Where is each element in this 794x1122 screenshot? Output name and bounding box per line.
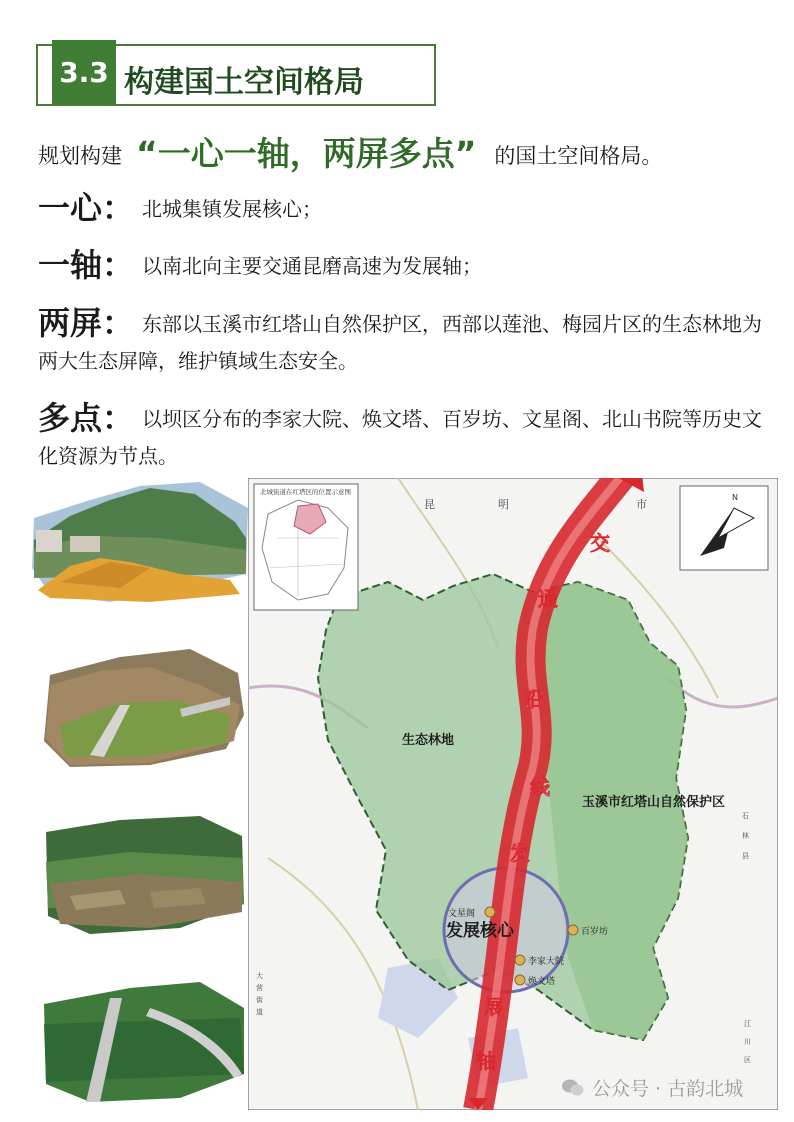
axis-label-char: 线 <box>530 775 550 799</box>
edge-label-char: 道 <box>256 1008 263 1016</box>
intro-highlight: “一心一轴，两屏多点” <box>136 134 477 173</box>
item-key: 一心： <box>38 189 135 227</box>
axis-label-char: 交 <box>590 531 610 555</box>
item-one-axis <box>38 247 482 285</box>
axis-label-char: 沿 <box>524 687 544 711</box>
inset-title: 北城街道在红塔区的位置示意图 <box>260 488 351 496</box>
photo-expressway <box>30 978 250 1103</box>
edge-label-char: 街 <box>256 996 263 1004</box>
edge-label-char: 川 <box>744 1038 751 1046</box>
item-multi-points <box>38 400 768 475</box>
edge-label-char: 区 <box>744 1056 751 1064</box>
item-text: 东部以玉溪市红塔山自然保护区，西部以莲池、梅园片区的生态林地为两大生态屏障，维护镇域生态安全。 <box>38 312 763 373</box>
node-marker <box>485 907 495 917</box>
intro-line <box>38 128 662 181</box>
node-label: 百岁坊 <box>581 927 609 937</box>
node-label: 焕文塔 <box>528 977 556 987</box>
node-marker <box>515 955 525 965</box>
north-label: N <box>732 493 738 502</box>
photo-highway-valley <box>30 645 250 770</box>
item-key: 多点： <box>38 399 135 437</box>
axis-label-char: 展 <box>484 995 504 1019</box>
intro-suffix: 的国土空间格局。 <box>494 143 663 168</box>
watermark-text: 公众号 · 古韵北城 <box>592 1078 744 1100</box>
edge-label-char: 大 <box>256 972 263 980</box>
item-text: 以坝区分布的李家大院、焕文塔、百岁坊、文星阁、北山书院等历史文化资源为节点。 <box>38 407 763 468</box>
edge-label-char: 县 <box>742 852 749 860</box>
city-label-char: 昆 <box>424 498 435 511</box>
axis-label-char: 通 <box>538 587 558 611</box>
edge-label-char: 江 <box>744 1020 751 1028</box>
edge-label-char: 营 <box>256 984 263 992</box>
edge-label-char: 林 <box>742 832 749 840</box>
item-one-core <box>38 190 322 228</box>
node-label: 文星阁 <box>448 909 476 919</box>
item-key: 一轴： <box>38 246 135 284</box>
node-marker <box>515 975 525 985</box>
west-eco-label: 生态林地 <box>402 733 455 748</box>
item-key: 两屏： <box>38 304 135 342</box>
node-marker <box>568 925 578 935</box>
wechat-icon <box>562 1078 584 1098</box>
intro-prefix: 规划构建 <box>38 143 122 168</box>
section-number: 3.3 <box>52 40 116 104</box>
east-eco-label: 玉溪市红塔山自然保护区 <box>582 795 726 810</box>
watermark <box>562 1074 743 1101</box>
photo-farmland <box>30 812 250 937</box>
axis-label-char: 发 <box>510 841 530 865</box>
core-label: 发展核心 <box>446 921 514 941</box>
item-two-screens <box>38 305 768 380</box>
axis-label-char: 轴 <box>476 1049 496 1073</box>
city-label-char: 市 <box>636 498 647 511</box>
item-text: 以南北向主要交通昆磨高速为发展轴； <box>142 254 483 278</box>
city-label-char: 明 <box>498 498 509 511</box>
section-title: 构建国土空间格局 <box>124 65 364 100</box>
node-label: 李家大院 <box>528 957 565 967</box>
planning-map <box>248 478 778 1110</box>
item-text: 北城集镇发展核心； <box>142 197 323 221</box>
edge-label-char: 石 <box>742 812 749 820</box>
photo-town-mountain <box>30 478 250 603</box>
